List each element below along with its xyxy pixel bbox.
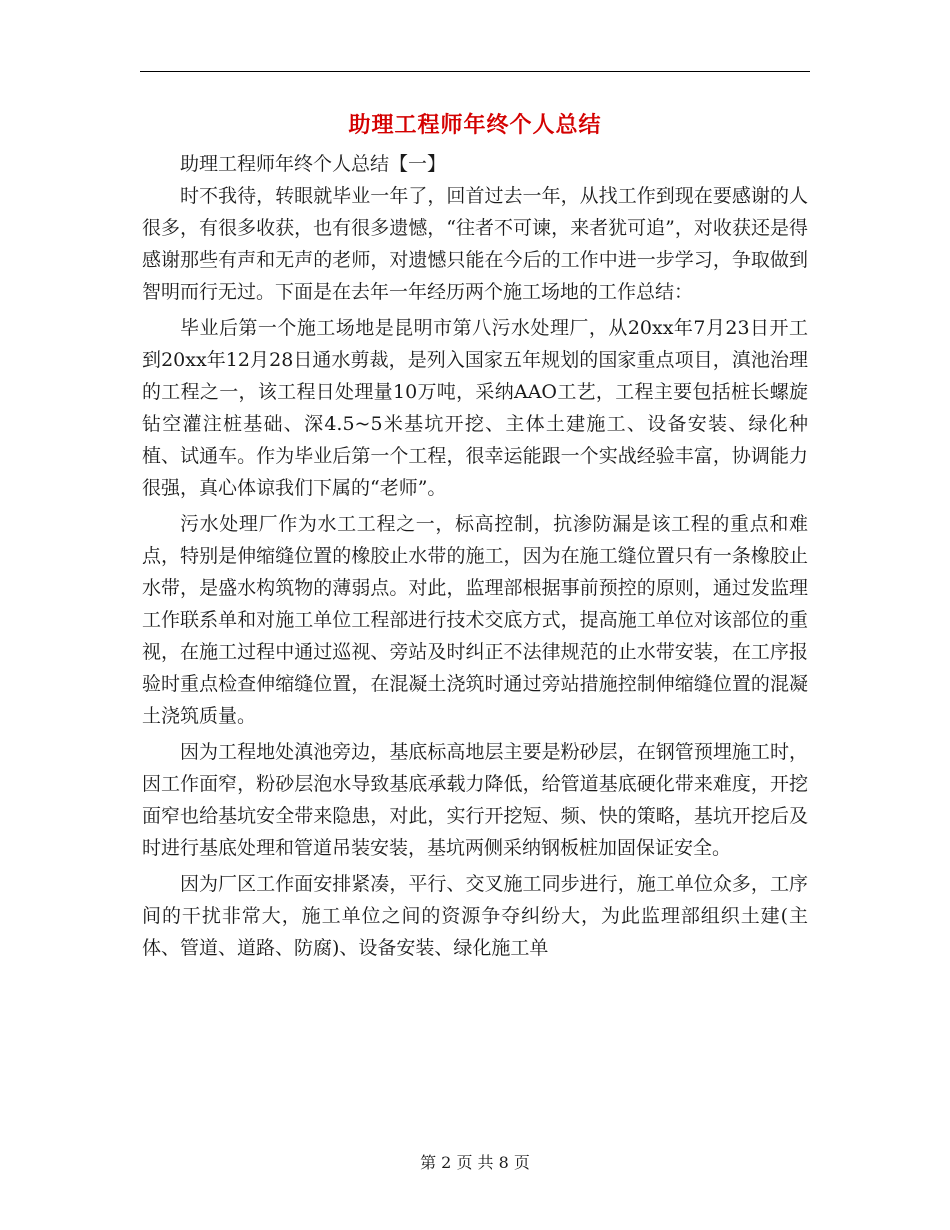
paragraph-3: 污水处理厂作为水工工程之一，标高控制，抗渗防漏是该工程的重点和难点，特别是伸缩缝位置的橡胶止水带的施工，因为在施工缝位置只有一条橡胶止水带，是盛水构筑物的薄弱点。对此，监理部根据事前预控的原则，通过发监理工作联系单和对施工单位工程部进行技术交底方式，提高施工单位对该部位的重视，在施工过程中通过巡视、旁站及时纠正不法律规范的止水带安装，在工序报验时重点检查伸缩缝位置，在混凝土浇筑时通过旁站措施控制伸缩缝位置的混凝土浇筑质量。: [142, 513, 808, 727]
paragraph-5: 因为厂区工作面安排紧凑，平行、交叉施工同步进行，施工单位众多，工序间的干扰非常大，施工单位之间的资源争夺纠纷大，为此监理部组织土建(主体、管道、道路、防腐)、设备安装、绿化施工单: [142, 873, 808, 959]
paragraph-2: 毕业后第一个施工场地是昆明市第八污水处理厂，从20xx年7月23日开工到20xx年12月28日通水剪裁，是列入国家五年规划的国家重点项目，滇池治理的工程之一，该工程日处理量10万吨，采纳AAO工艺，工程主要包括桩长螺旋钻空灌注桩基础、深4.5~5米基坑开挖、主体土建施工、设备安装、绿化种植、试通车。作为毕业后第一个工程，很幸运能跟一个实战经验丰富，协调能力很强，真心体谅我们下属的“老师”。: [142, 317, 808, 499]
document-body: [142, 148, 808, 968]
document-title: 助理工程师年终个人总结: [348, 112, 602, 138]
paragraph-1: 时不我待，转眼就毕业一年了，回首过去一年，从找工作到现在要感谢的人很多，有很多收获，也有很多遗憾，“往者不可谏，来者犹可追”，对收获还是得感谢那些有声和无声的老师，对遗憾只能在今后的工作中进一步学习，争取做到智明而行无过。下面是在去年一年经历两个施工场地的工作总结：: [142, 185, 808, 303]
section-subheading: 助理工程师年终个人总结【一】: [180, 153, 447, 175]
page-footer: 第 2 页 共 8 页: [420, 1153, 530, 1172]
header-rule: [140, 71, 810, 72]
paragraph-4: 因为工程地处滇池旁边，基底标高地层主要是粉砂层，在钢管预埋施工时，因工作面窄，粉砂层泡水导致基底承载力降低，给管道基底硬化带来难度，开挖面窄也给基坑安全带来隐患，对此，实行开挖短、频、快的策略，基坑开挖后及时进行基底处理和管道吊装安装，基坑两侧采纳钢板桩加固保证安全。: [142, 741, 808, 859]
